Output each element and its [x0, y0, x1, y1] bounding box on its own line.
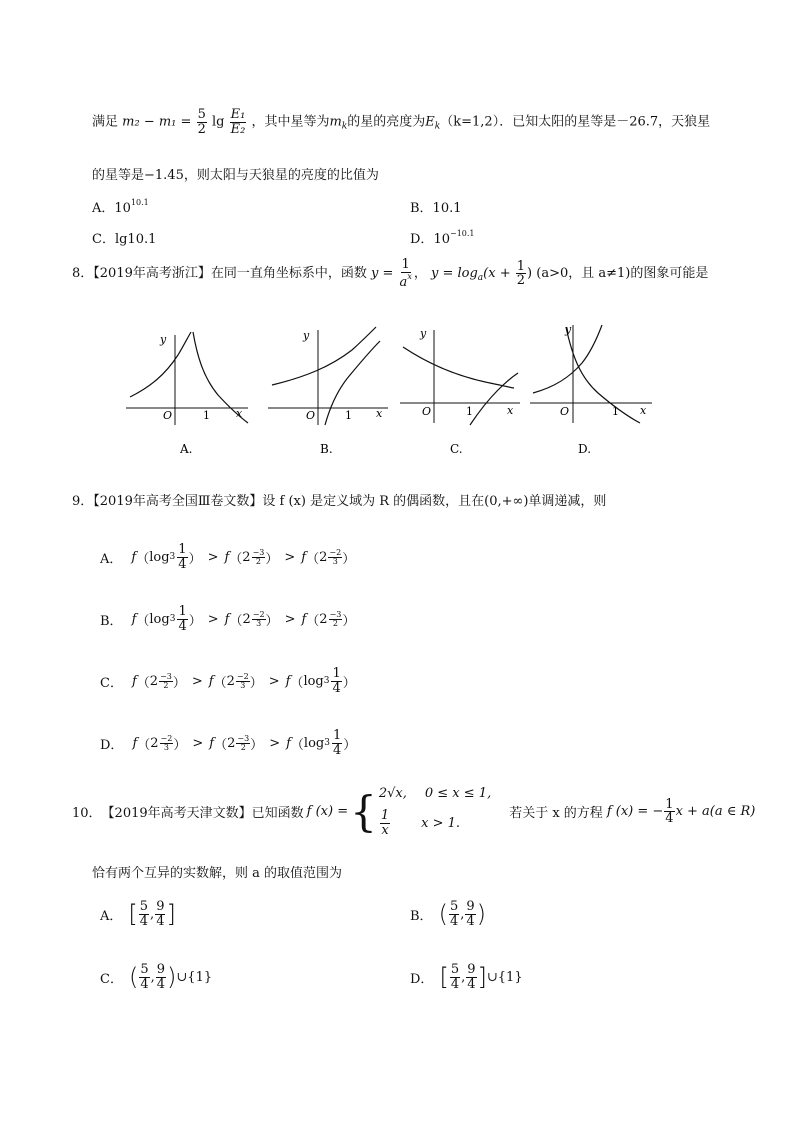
frac-upper [155, 900, 165, 928]
frac-den: 4 [156, 913, 165, 929]
power-term [301, 610, 355, 629]
y-label: y [565, 323, 572, 336]
question-source: 【2019年高考全国Ⅲ卷文数】 [93, 494, 263, 509]
union-part: ∪{1} [176, 969, 213, 985]
option-label: C． [100, 675, 123, 691]
q7-intro: 满足 [92, 114, 119, 130]
frac-den [399, 273, 413, 290]
frac-den: 4 [139, 913, 149, 929]
frac-num: 1 [401, 257, 410, 272]
q7-k-range: （k=1,2） [440, 114, 500, 130]
frac-num: 5 [449, 899, 459, 914]
curve-log [325, 341, 380, 425]
log-text: log [149, 549, 170, 565]
q9-text: 设 f (x) 是定义域为 R 的偶函数，且在(0,+∞)单调递减，则 [262, 494, 607, 509]
question-source: 【2019年高考浙江】 [93, 266, 211, 282]
frac-den-base: a [399, 274, 408, 290]
power-exp [160, 735, 174, 751]
q8-log-sub: a [477, 273, 484, 284]
q9-option-d [100, 729, 356, 757]
q7-line2: 的星等是−1.45，则太阳与天狼星的亮度的比值为 [92, 168, 379, 183]
frac-lower [139, 963, 149, 991]
log-base: 3 [169, 552, 176, 563]
base-two: 2 [150, 735, 159, 751]
open-bracket: ( [128, 963, 139, 992]
power-term [301, 548, 355, 567]
comma: , [150, 906, 155, 922]
close-bracket: ) [476, 900, 487, 929]
q8-log-arg: (x + [483, 266, 511, 282]
exp-den: 3 [332, 556, 338, 566]
option-exp: 10.1 [130, 198, 149, 207]
curve-exp [403, 347, 514, 388]
gt-sign: > [284, 549, 296, 565]
graph-label: C. [450, 442, 463, 456]
origin-label: O [163, 409, 173, 422]
open-bracket: [ [128, 900, 138, 929]
lparen: （ [213, 675, 227, 691]
q7-mk-sub: k [341, 121, 348, 132]
frac-num: 5 [197, 107, 206, 122]
option-base: 10 [114, 201, 131, 216]
gt-sign: > [268, 673, 280, 689]
power-term [224, 548, 278, 567]
option-base: 10 [433, 232, 450, 247]
frac-num: 1 [178, 604, 187, 619]
frac-num: 5 [450, 962, 460, 977]
frac-lower [139, 900, 149, 928]
frac-num: 9 [467, 962, 476, 977]
graph-label: D. [578, 442, 592, 456]
y-label: y [160, 333, 167, 346]
f-symbol: f [224, 549, 230, 565]
q7-option-c: C．lg10.1 [92, 232, 157, 247]
y-label: y [303, 329, 310, 342]
q7-lg: lg [211, 114, 225, 130]
power-exp [236, 735, 250, 751]
q10-line2: 恰有两个互异的实数解，则 a 的取值范围为 [92, 866, 343, 881]
y-label: y [420, 327, 427, 340]
comma: , [150, 969, 155, 985]
open-bracket: [ [439, 963, 449, 992]
q10-brace: { [350, 787, 377, 837]
f-symbol: f [285, 673, 291, 689]
log-frac [177, 543, 187, 571]
option-label: D． [410, 232, 434, 247]
power-term [225, 610, 279, 629]
frac-num: E₁ [230, 107, 246, 122]
frac-num: 1 [332, 728, 342, 743]
frac-den: 4 [332, 742, 342, 758]
base-two: 2 [226, 673, 235, 689]
f-symbol: f [209, 735, 215, 751]
rparen: ） [188, 613, 202, 629]
power-exp [236, 673, 250, 689]
graph-label: A. [180, 442, 193, 456]
question-number: 10． [72, 806, 102, 822]
comma: , [460, 906, 465, 922]
lparen: （ [306, 613, 320, 629]
lparen: （ [290, 737, 304, 753]
exp-num: −2 [160, 734, 173, 744]
base-two: 2 [242, 611, 251, 627]
frac-lower [449, 900, 459, 928]
base-two: 2 [149, 673, 159, 689]
q7-option-b: B．10.1 [410, 201, 462, 216]
option-label: C． [100, 971, 123, 987]
origin-label: O [422, 405, 432, 418]
rparen: ） [173, 737, 187, 753]
lparen: （ [136, 613, 150, 629]
f-symbol: f [224, 611, 230, 627]
frac-upper [156, 963, 166, 991]
q7-line1 [92, 108, 710, 136]
frac-den: 2 [197, 121, 206, 137]
close-bracket: ] [166, 900, 176, 929]
close-bracket: ] [477, 963, 487, 992]
q10-case2 [379, 809, 491, 837]
frac-den: E₂ [230, 121, 246, 137]
one-label: 1 [466, 405, 473, 418]
q8-cond: (a>0，且 a≠1)的图象可能是 [536, 266, 709, 282]
q7-formula-lhs: m₂ − m₁ = [122, 114, 192, 130]
rparen: ） [250, 737, 264, 753]
lparen: （ [229, 613, 243, 629]
graph-label: B. [320, 442, 333, 456]
frac-num: 9 [466, 899, 475, 914]
one-label: 1 [203, 409, 210, 422]
x-label: x [640, 404, 647, 417]
power-term [132, 734, 186, 753]
lparen: （ [136, 675, 150, 691]
option-label: A． [92, 201, 115, 216]
power-exp [252, 611, 266, 627]
rparen: ） [265, 613, 279, 629]
frac-num: 1 [665, 796, 674, 812]
frac-den: 4 [450, 976, 460, 992]
f-symbol: f [301, 549, 307, 565]
q7-option-d [410, 228, 475, 247]
curve-exp [272, 327, 376, 385]
lparen: （ [306, 551, 320, 567]
log-term [286, 729, 356, 757]
option-label: B． [410, 908, 433, 924]
exp-num: −2 [252, 610, 265, 620]
q7-ek-sub: k [434, 121, 441, 132]
one-label: 1 [612, 405, 619, 418]
q8-frac-half [516, 260, 526, 288]
f-symbol: f [131, 549, 137, 565]
power-term [209, 734, 263, 753]
exp-den: 2 [240, 742, 246, 752]
exp-den: 2 [163, 680, 169, 690]
frac-den: 4 [466, 913, 475, 929]
q10-eq-lhs: f (x) = − [606, 804, 664, 820]
log-base: 3 [323, 676, 330, 687]
x-label: x [236, 407, 243, 420]
union-part: ∪{1} [486, 969, 523, 985]
exp-num: −3 [252, 548, 265, 558]
gt-sign: > [207, 611, 219, 627]
q7-option-a [92, 197, 149, 216]
gt-sign: > [192, 735, 204, 751]
q7-text-mid: ，其中星等为 [251, 114, 330, 130]
q8-stem [72, 258, 708, 289]
rparen: ） [249, 675, 263, 691]
frac-upper [466, 963, 476, 991]
exp-num: −2 [329, 548, 342, 558]
base-two: 2 [242, 549, 251, 565]
q7-text-brightness: 的星的亮度为 [347, 114, 426, 130]
question-source: 【2019年高考天津文数】 [101, 806, 252, 822]
q7-ek: E [425, 114, 435, 130]
power-exp [159, 673, 173, 689]
question-number: 8． [72, 266, 94, 282]
graph-a [126, 332, 248, 456]
f-symbol: f [208, 673, 214, 689]
q8-graphs [0, 315, 794, 475]
exp-den: 3 [240, 680, 246, 690]
log-term [286, 667, 356, 695]
f-symbol: f [286, 735, 291, 751]
q7-mk: m [329, 114, 342, 130]
exp-den: 3 [256, 618, 262, 628]
gt-sign: > [191, 673, 203, 689]
q8-log: y = log [430, 266, 478, 282]
q7-frac-5-2 [197, 108, 207, 136]
q10-option-a [100, 900, 176, 928]
frac-den: 2 [516, 273, 526, 289]
log-text: log [149, 611, 170, 627]
rparen: ） [342, 613, 356, 629]
frac-upper [465, 900, 475, 928]
q10-text2: 若关于 x 的方程 [509, 806, 603, 822]
curve-log [470, 373, 518, 425]
base-two: 2 [319, 549, 328, 565]
frac-den: 4 [178, 618, 187, 634]
base-two: 2 [227, 735, 236, 751]
q8-frac-1-ax [399, 258, 413, 289]
base-two: 2 [319, 611, 328, 627]
exp-den: 2 [255, 556, 262, 566]
frac-den: 4 [178, 556, 187, 572]
q8-text1: 在同一直角坐标系中，函数 [210, 266, 367, 282]
option-label: B． [100, 613, 123, 629]
q8-close-paren: ) [527, 266, 533, 282]
x-label: x [507, 404, 514, 417]
power-exp [328, 549, 342, 565]
exp-den: 3 [163, 742, 169, 752]
frac-num: 1 [516, 258, 526, 274]
q8-y-eq: y = [371, 266, 394, 282]
gt-sign: > [269, 735, 281, 751]
q10-option-d [410, 963, 523, 991]
rparen: ） [342, 551, 356, 567]
log-term [132, 605, 202, 633]
q10-fx: f (x) = [306, 804, 349, 820]
frac-num: 1 [332, 666, 341, 681]
f-symbol: f [131, 611, 137, 627]
exp-num: −3 [329, 610, 342, 620]
q9-option-b [100, 605, 355, 633]
frac-num: 1 [380, 808, 390, 823]
comma: , [461, 969, 466, 985]
q10-eq-rhs: x + a(a ∈ R) [675, 804, 756, 820]
log-text: log [303, 735, 325, 751]
f-symbol: f [132, 735, 138, 751]
exp-num: −3 [160, 672, 172, 682]
q7-text-tail: ．已知太阳的星等是－26.7，天狼星 [499, 114, 711, 130]
graph-c [400, 327, 520, 456]
case2-frac [380, 809, 390, 837]
q10-stem [72, 786, 755, 837]
power-term [209, 672, 263, 691]
f-symbol: f [131, 673, 137, 689]
rparen: ） [172, 675, 186, 691]
gt-sign: > [284, 611, 296, 627]
graph-d [530, 323, 652, 456]
lparen: （ [214, 737, 228, 753]
q10-text1: 已知函数 [251, 806, 304, 822]
exp-num: −3 [237, 734, 250, 744]
q10-option-b [410, 900, 486, 928]
frac-den: 4 [140, 976, 149, 992]
log-base: 3 [324, 738, 330, 749]
rparen: ） [342, 675, 356, 691]
rparen: ） [265, 551, 279, 567]
case2-cond: x > 1. [421, 815, 461, 831]
origin-label: O [560, 405, 570, 418]
q10-option-c [100, 963, 212, 991]
open-bracket: ( [438, 900, 448, 929]
frac-num: 9 [156, 899, 165, 914]
frac-den: 4 [449, 913, 459, 929]
q9-option-a [100, 543, 355, 571]
lparen: （ [290, 675, 304, 691]
frac-num: 1 [178, 542, 187, 557]
gt-sign: > [207, 549, 219, 565]
option-label: D． [410, 971, 434, 987]
frac-den-exp: x [407, 271, 412, 281]
close-bracket: ) [167, 963, 177, 992]
exp-den: 2 [332, 618, 339, 628]
frac-num: 5 [139, 899, 149, 914]
q10-case1 [379, 786, 491, 801]
log-frac [331, 667, 341, 695]
case1-expr: 2√x, [378, 786, 407, 801]
log-base: 3 [169, 614, 176, 625]
q8-sep: ， [413, 266, 427, 282]
lparen: （ [136, 551, 150, 567]
power-exp [329, 611, 343, 627]
frac-num: 9 [156, 962, 166, 977]
curve-log [566, 327, 640, 423]
q10-frac-quarter [664, 798, 674, 826]
power-term [132, 672, 186, 691]
log-frac [332, 729, 342, 757]
option-exp: −10.1 [449, 229, 475, 238]
log-frac [177, 605, 187, 633]
power-exp [252, 549, 266, 565]
lparen: （ [229, 551, 243, 567]
f-symbol: f [301, 611, 307, 627]
exp-num: −2 [236, 672, 249, 682]
rparen: ） [188, 551, 202, 567]
question-number: 9． [72, 494, 94, 509]
frac-den: 4 [467, 976, 476, 992]
q7-frac-e [230, 108, 247, 136]
log-term [131, 543, 201, 571]
q9-stem [72, 490, 606, 509]
one-label: 1 [345, 409, 352, 422]
frac-num: 5 [140, 962, 149, 977]
x-label: x [376, 407, 383, 420]
frac-den: 4 [332, 680, 341, 696]
rparen: ） [343, 737, 357, 753]
origin-label: O [306, 409, 316, 422]
option-label: A． [100, 908, 123, 924]
frac-den: 4 [156, 976, 166, 992]
case1-cond: 0 ≤ x ≤ 1, [424, 786, 492, 801]
lparen: （ [137, 737, 151, 753]
frac-lower [450, 963, 460, 991]
q9-option-c [100, 667, 356, 695]
q10-cases [379, 786, 491, 837]
option-label: D． [100, 737, 124, 753]
frac-den: 4 [665, 811, 674, 827]
option-label: A． [100, 551, 123, 567]
log-text: log [303, 673, 324, 689]
frac-den: x [381, 822, 389, 838]
graph-b [268, 327, 388, 456]
